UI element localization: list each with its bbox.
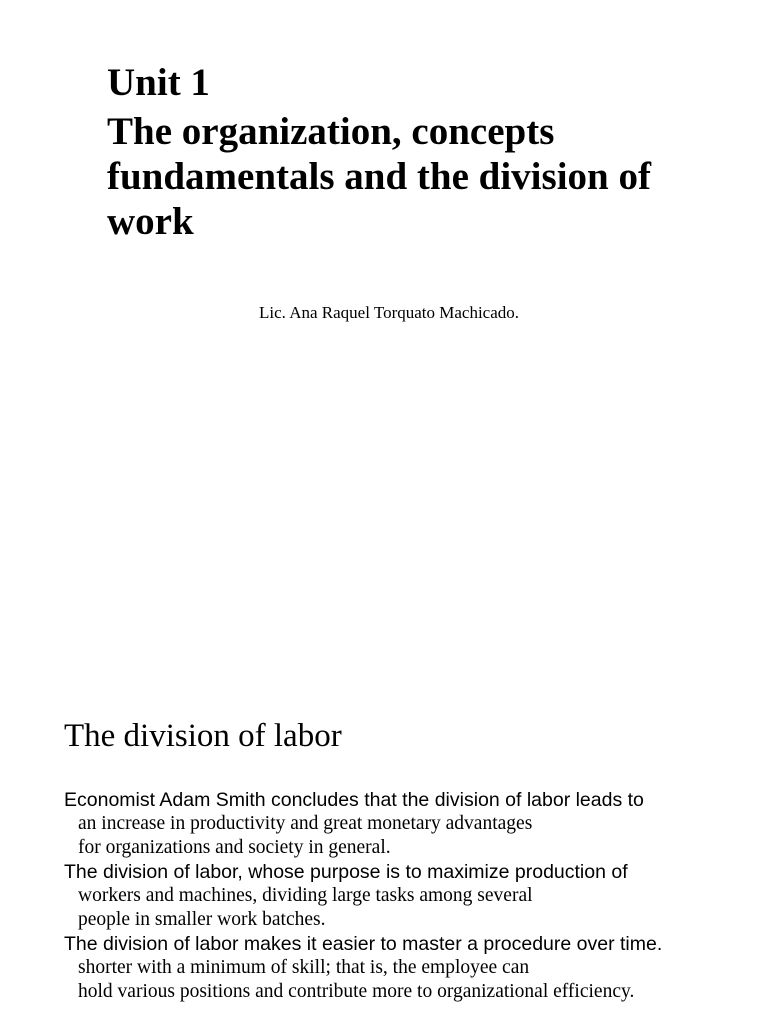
bullet-continuation-text: workers and machines, dividing large tasks among several (78, 885, 533, 906)
bullet-continuation-text: an increase in productivity and great monetary advantages (78, 813, 533, 834)
author-name: Lic. Ana Raquel Torquato Machicado. (258, 303, 520, 322)
bullet-item (64, 860, 764, 931)
title-line: work (107, 200, 194, 243)
bullet-list (64, 788, 764, 1004)
unit-label: Unit 1 (107, 61, 210, 104)
bullet-continuation-text: for organizations and society in general. (78, 836, 391, 858)
content-slide (0, 512, 768, 1024)
bullet-lead-text: Economist Adam Smith concludes that the division of labor leads to (64, 789, 644, 811)
bullet-lead-text: The division of labor makes it easier to master a procedure over time. (64, 933, 663, 955)
title-line: The organization, concepts (107, 110, 555, 153)
section-heading: The division of labor (64, 718, 342, 754)
slide-title (107, 109, 651, 244)
title-line: fundamentals and the division of (107, 155, 651, 198)
bullet-continuation-text: hold various positions and contribute more to organizational efficiency. (78, 980, 635, 1002)
bullet-continuation-text: shorter with a minimum of skill; that is, the employee can (78, 957, 530, 978)
bullet-lead-text: The division of labor, whose purpose is to maximize production of (64, 861, 628, 883)
bullet-item (64, 932, 764, 1003)
bullet-continuation-text: people in smaller work batches. (78, 908, 326, 930)
bullet-item (64, 788, 764, 859)
